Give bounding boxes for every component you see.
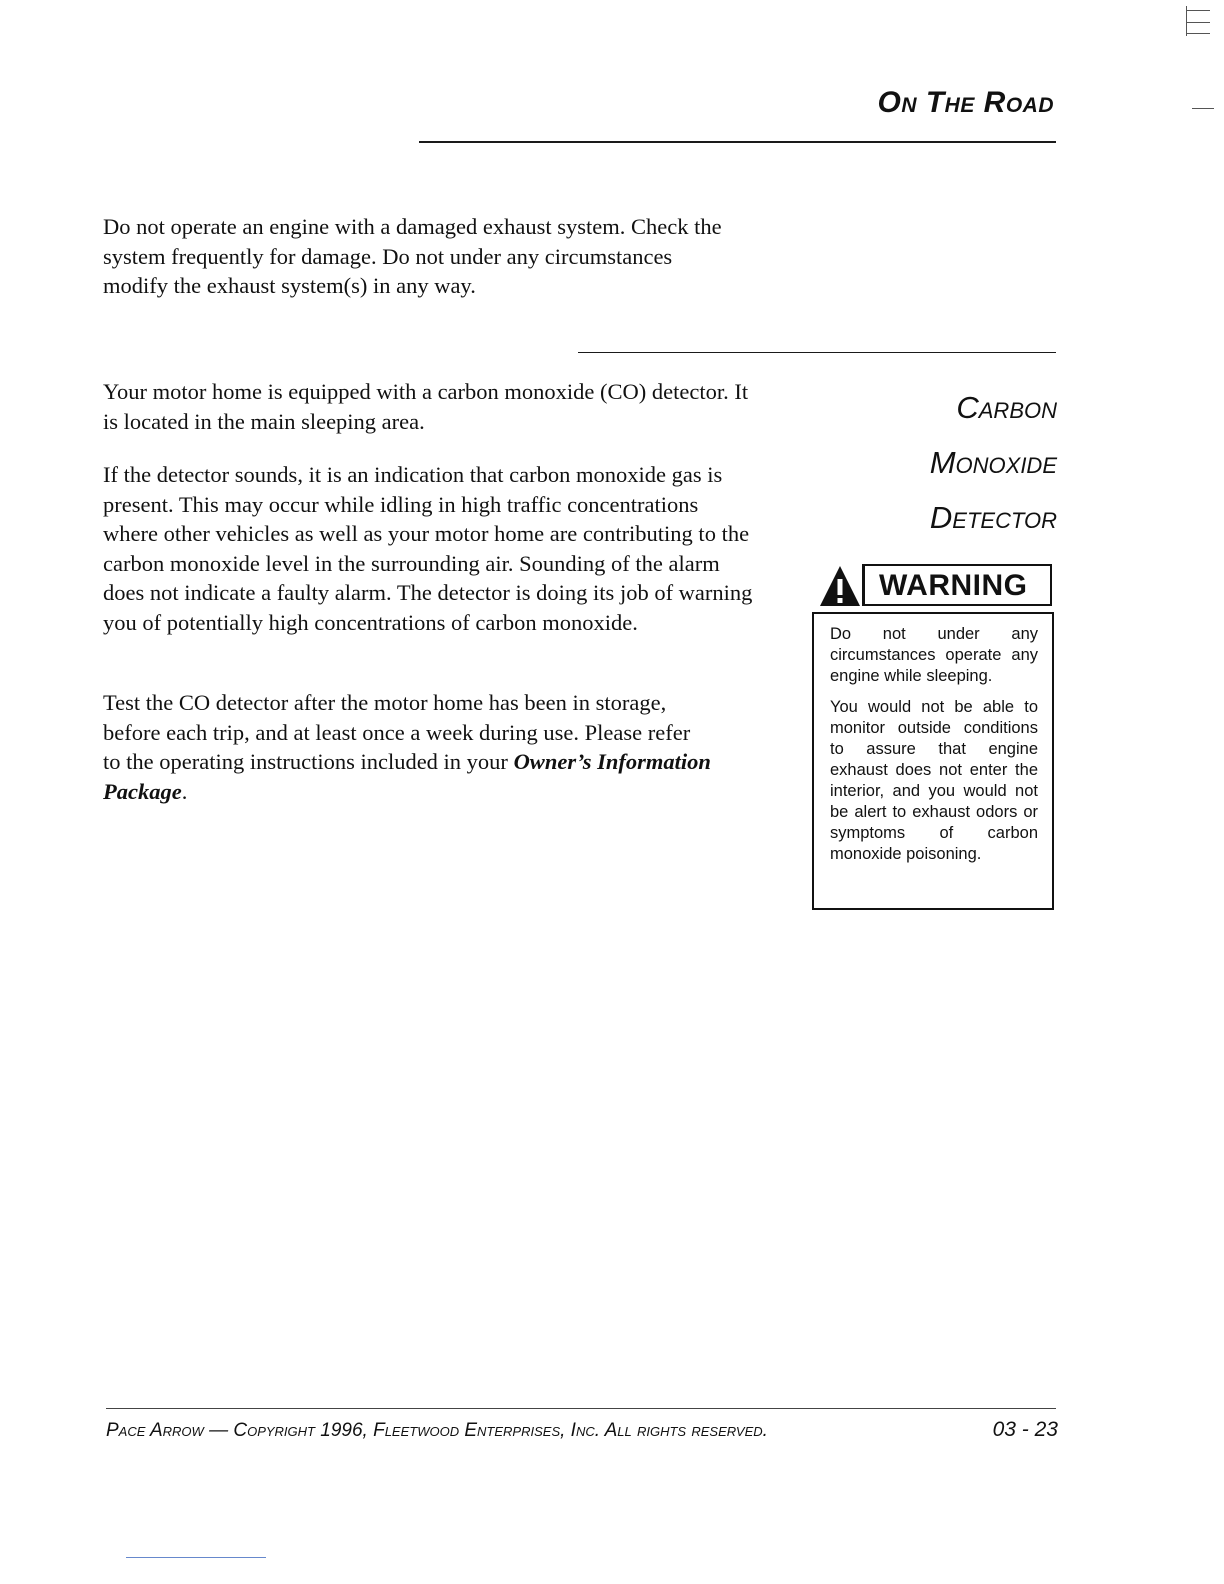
warning-triangle-icon bbox=[818, 564, 862, 608]
scan-mark bbox=[1186, 6, 1187, 36]
co-side-heading bbox=[797, 380, 1057, 545]
co-test-end: . bbox=[181, 778, 188, 804]
scan-mark bbox=[1186, 22, 1210, 23]
co-alarm-paragraph: If the detector sounds, it is an indication that carbon monoxide gas is present. This may occur while idling in high traffic concentrations where other vehicles as well as your motor home are contributing to the carbon monoxide level in the surrounding air. Sounding of the alarm does not indicate a faulty alarm. The detector is doing its job of warning you of potentially high concentrations of carbon monoxide. bbox=[103, 462, 753, 635]
scan-mark bbox=[126, 1557, 266, 1558]
co-test-text: Test the CO detector after the motor home has been in storage, before each trip, and at least once a week during use. Please refer to the operating instructions included in your bbox=[103, 690, 691, 774]
warning-text-2: You would not be able to monitor outside conditions to assure that engine exhaust does not enter the interior, and you would not be alert to exhaust odors or symptoms of carbon monoxide poisoning. bbox=[830, 698, 1038, 863]
section-divider bbox=[578, 352, 1056, 353]
owners-package-title: Owner’s Information Package bbox=[103, 749, 711, 804]
exhaust-paragraph: Do not operate an engine with a damaged exhaust system. Check the system frequently for damage. Do not under any circumstances modify the exhaust system(s) in any way. bbox=[103, 214, 722, 298]
page-number: 03 - 23 bbox=[992, 1418, 1058, 1441]
warning-box bbox=[812, 612, 1054, 910]
footer-copyright: Pace Arrow — Copyright 1996, Fleetwood Enterprises, Inc. All rights reserved. bbox=[106, 1420, 768, 1441]
footer-rule bbox=[106, 1408, 1056, 1409]
side-heading-line-1: Carbon bbox=[956, 390, 1057, 425]
side-heading-line-2: Monoxide bbox=[929, 445, 1057, 480]
warning-label: WARNING bbox=[862, 564, 1052, 606]
co-intro-paragraph: Your motor home is equipped with a carbon monoxide (CO) detector. It is located in the main sleeping area. bbox=[103, 379, 749, 434]
warning-text-1: Do not under any circumstances operate any engine while sleeping. bbox=[830, 625, 1038, 685]
side-heading-line-3: Detector bbox=[929, 500, 1057, 535]
scan-mark bbox=[1192, 108, 1214, 109]
section-title: On The Road bbox=[877, 86, 1054, 119]
warning-header bbox=[818, 564, 1054, 608]
co-test-paragraph bbox=[103, 688, 713, 806]
header-rule bbox=[419, 141, 1056, 143]
scan-mark bbox=[1186, 10, 1210, 11]
scan-mark bbox=[1186, 33, 1210, 34]
